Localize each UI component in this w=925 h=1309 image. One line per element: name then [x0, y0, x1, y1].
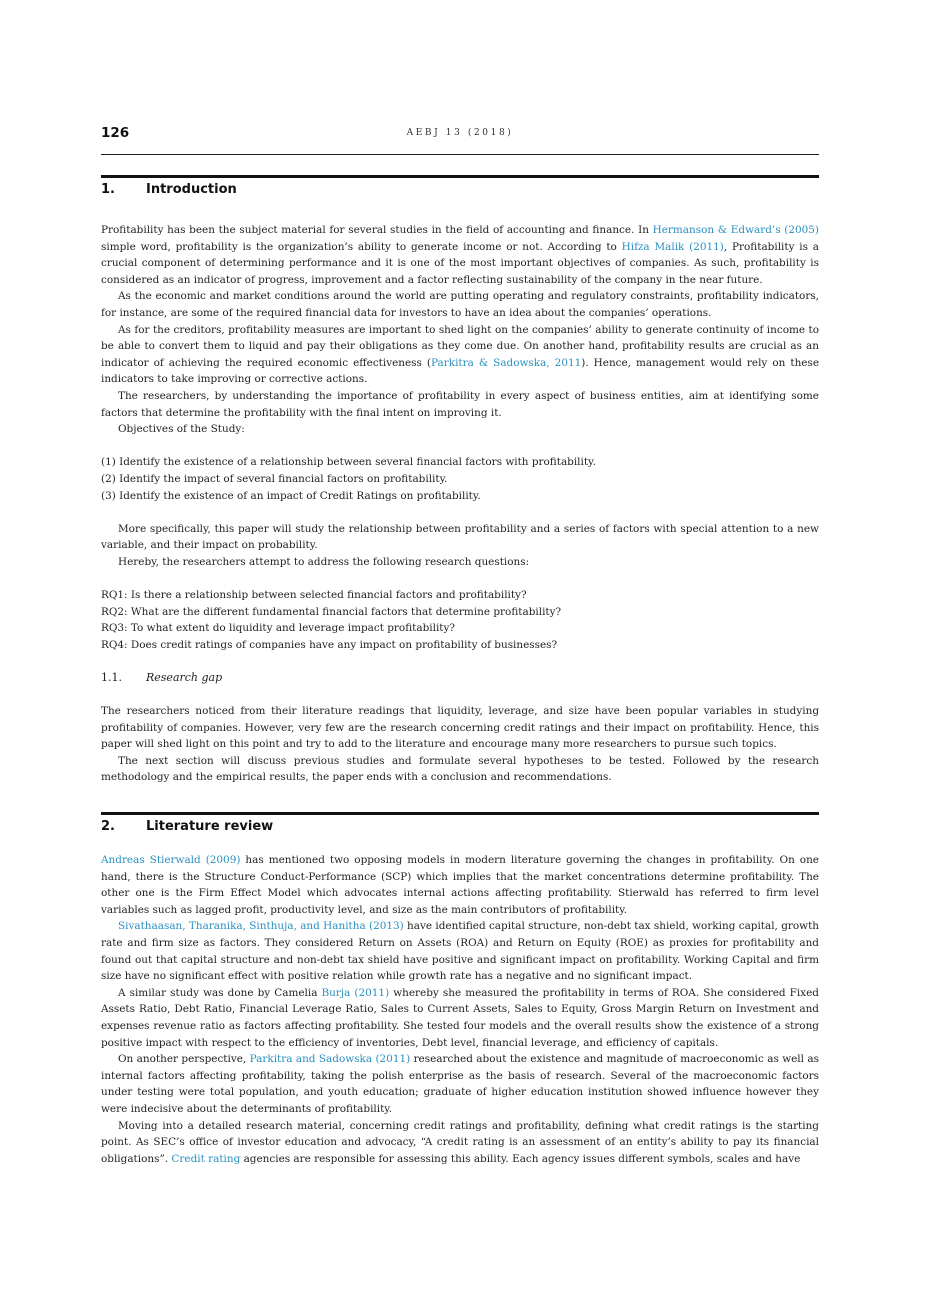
paragraph: The next section will discuss previous studies and formulate several hypotheses to be tested. Followed by the research methodology and the empirical results, the paper ends with a conclusion and recommendations.	[101, 754, 819, 784]
objectives-label: Objectives of the Study:	[118, 423, 245, 436]
running-head: AEBJ 13 (2018)	[406, 128, 514, 138]
paragraph: As for the creditors, profitability measures are important to shed light on the companies’ ability to generate continuity of income to be able to convert them to liquid and pay their obligations as they come due. On another hand, profitability results are crucial as an indicator of achieving the required economic effectiveness (Parkitra & Sadowska, 2011). Hence, management would rely on these indicators to take improving or corrective actions.	[101, 323, 820, 386]
research-gap-body	[101, 703, 819, 786]
citation-link[interactable]: Hermanson & Edward’s (2005)	[652, 224, 819, 236]
section-title: Literature review	[146, 819, 274, 834]
paragraph: On another perspective, Parkitra and Sadowska (2011) researched about the existence and magnitude of macroeconomic as well as internal factors affecting profitability, taking the polish enterprise as the basis of research. Several of the macroeconomic factors under testing were total population, and youth education; graduate of higher education institution showed influence however they were indecisive about the determinants of profitability.	[101, 1053, 819, 1115]
page-header	[101, 124, 819, 154]
research-question: RQ2: What are the different fundamental financial factors that determine profitability?	[101, 605, 562, 618]
paragraph: A similar study was done by Camelia Burja (2011) whereby she measured the profitability in terms of ROA. She considered Fixed Assets Ratio, Debt Ratio, Financial Leverage Ratio, Sales to Current Assets, Sales to Equity, Gross Margin Return on Investment and expenses revenue ratio as factors affecting profitability. She tested four models and the overall results show the existence of a strong positive impact with respect to the efficiency of inventories, Debt level, financial leverage, and efficiency of capitals.	[101, 986, 819, 1049]
citation-link[interactable]: Andreas Stierwald (2009)	[101, 854, 241, 866]
paragraph: The researchers noticed from their literature readings that liquidity, leverage, and size have been popular variables in studying profitability of companies. However, very few are the research concerning credit ratings and their impact on profitability. Hence, this paper will shed light on this point and try to add to the literature and encourage many more researchers to pursue such topics.	[101, 705, 819, 751]
research-question: RQ1: Is there a relationship between selected financial factors and profitability?	[101, 589, 527, 602]
section-number: 1.	[101, 182, 115, 197]
citation-link[interactable]: Burja (2011)	[321, 986, 390, 999]
citation-link[interactable]: Credit rating	[171, 1152, 241, 1165]
page-number: 126	[101, 125, 130, 141]
citation-link[interactable]: Sivathaasan, Tharanika, Sinthuja, and Hanitha (2013)	[118, 920, 404, 933]
subsection-number: 1.1.	[101, 671, 122, 684]
paragraph: The researchers, by understanding the importance of profitability in every aspect of business entities, aim at identifying some factors that determine the profitability with the final intent on improving it.	[101, 389, 819, 419]
literature-body	[101, 852, 819, 1167]
section-rule	[101, 175, 819, 178]
objective-item: (1) Identify the existence of a relationship between several financial factors with profitability.	[101, 456, 596, 469]
paragraph: Profitability has been the subject material for several studies in the field of accounting and finance. In Hermanson & Edward’s (2005) simple word, profitability is the organization’s ability to generate income or not. According to Hifza Malik (2011), Profitability is a crucial component of determining performance and it is one of the most important objectives of companies. As such, profitability is considered as an indicator of progress, improvement and a factor reflecting sustainability of the company in the near future.	[101, 224, 819, 286]
paragraph: More specifically, this paper will study the relationship between profitability and a series of factors with special attention to a new variable, and their impact on probability.	[101, 522, 819, 552]
research-question: RQ3: To what extent do liquidity and leverage impact profitability?	[101, 622, 455, 635]
header-rule	[101, 154, 819, 155]
objective-item: (3) Identify the existence of an impact of Credit Ratings on profitability.	[101, 489, 481, 502]
paragraph: Moving into a detailed research material, concerning credit ratings and profitability, defining what credit ratings is the starting point. As SEC’s office of investor education and advocacy, “A credit rating is an assessment of an entity’s ability to pay its financial obligations”. Credit rating agencies are responsible for assessing this ability. Each agency issues different symbols, scales and have	[101, 1119, 819, 1165]
citation-link[interactable]: Parkitra and Sadowska (2011)	[249, 1053, 411, 1066]
research-question: RQ4: Does credit ratings of companies have any impact on profitability of businesses?	[101, 638, 558, 651]
subsection-heading-research-gap	[101, 671, 222, 684]
section-heading-literature-review	[101, 819, 273, 834]
objective-item: (2) Identify the impact of several financial factors on profitability.	[101, 472, 448, 485]
section-title: Introduction	[146, 182, 237, 197]
introduction-body	[101, 222, 819, 653]
citation-link[interactable]: Hifza Malik (2011)	[621, 240, 724, 253]
paragraph: Sivathaasan, Tharanika, Sinthuja, and Hanitha (2013) have identified capital structure, non-debt tax shield, working capital, growth rate and firm size as factors. They considered Return on Assets (ROA) and Return on Equity (ROE) as proxies for profitability and found out that capital structure and non-debt tax shield have positive and significant impact on profitability. Working Capital and firm size have no significant effect with positive relation while growth rate has a negative and no significant impact.	[101, 920, 820, 983]
section-number: 2.	[101, 819, 115, 834]
citation-link[interactable]: Parkitra & Sadowska, 2011	[431, 356, 582, 369]
paragraph: As the economic and market conditions around the world are putting operating and regulatory constraints, profitability indicators, for instance, are some of the required financial data for investors to have an idea about the companies’ operations.	[101, 290, 819, 319]
paragraph: Hereby, the researchers attempt to address the following research questions:	[118, 555, 530, 568]
subsection-title: Research gap	[146, 671, 223, 684]
section-rule	[101, 812, 819, 815]
section-heading-introduction	[101, 182, 237, 197]
paragraph: Andreas Stierwald (2009) has mentioned two opposing models in modern literature governing the changes in profitability. On one hand, there is the Structure Conduct-Performance (SCP) which implies that the market concentrations determine profitability. The other one is the Firm Effect Model which advocates internal actions affecting profitability. Stierwald has referred to firm level variables such as lagged profit, productivity level, and size as the main contributors of profitability.	[101, 854, 819, 916]
